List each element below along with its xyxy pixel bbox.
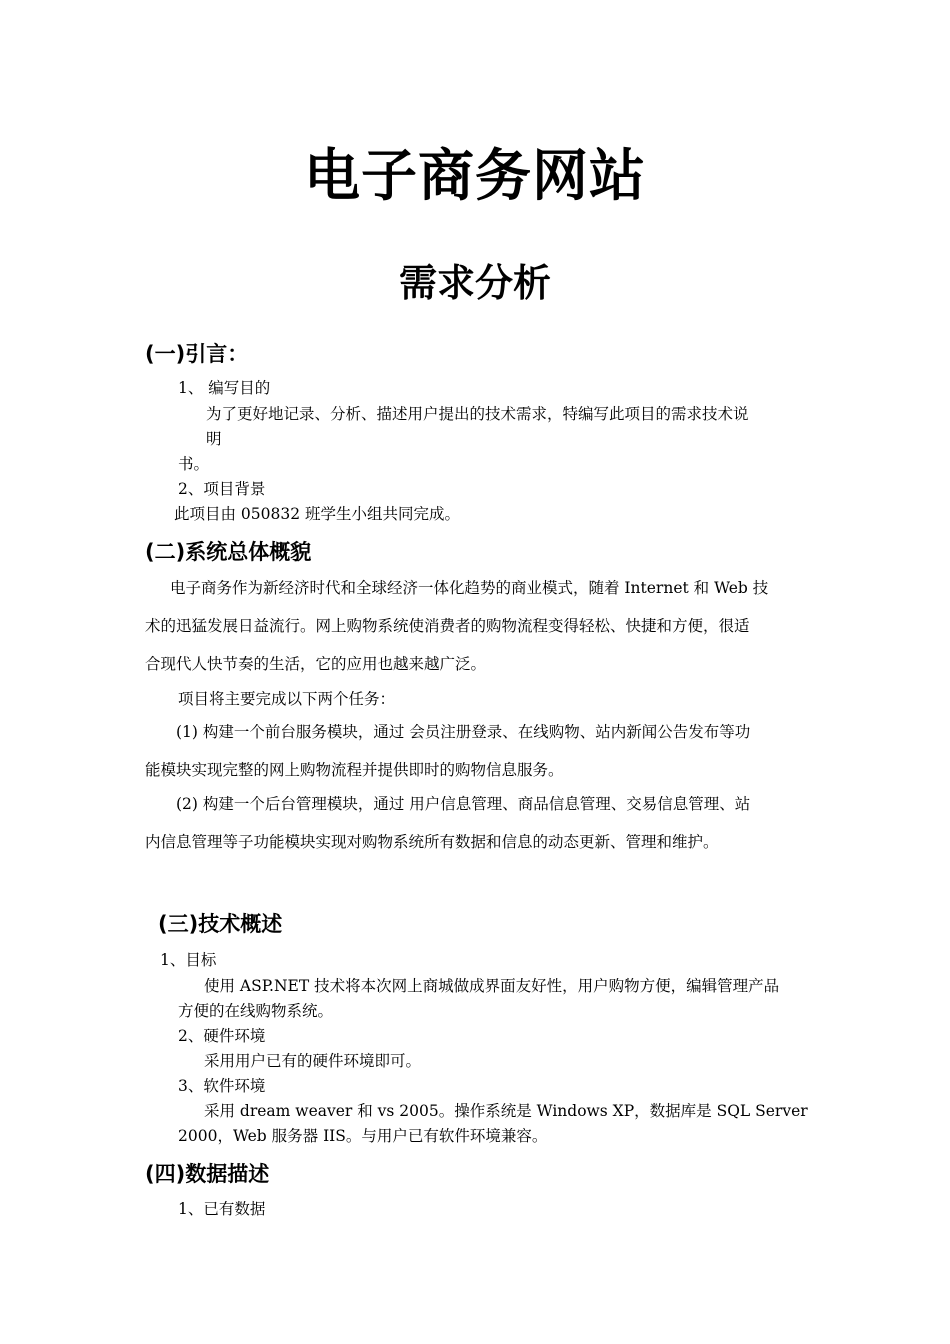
overview-para2: 项目将主要完成以下两个任务： (178, 690, 396, 708)
task1-line1: (1) 构建一个前台服务模块，通过 会员注册登录、在线购物、站内新闻公告发布等功 (176, 723, 751, 741)
purpose-text-line3: 书。 (178, 455, 210, 473)
overview-para1-line1: 电子商务作为新经济时代和全球经济一体化趋势的商业模式，随着 Internet 和 Web 技 (170, 579, 769, 597)
document-subtitle: 需求分析 (398, 260, 551, 305)
task1-line2: 能模块实现完整的网上购物流程并提供即时的购物信息服务。 (145, 761, 564, 779)
list-item-existing-data: 1、已有数据 (178, 1200, 266, 1218)
goal-text-line1: 使用 ASP.NET 技术将本次网上商城做成界面友好性，用户购物方便，编辑管理产品 (204, 977, 780, 995)
section-heading-technology: (三)技术概述 (158, 912, 283, 936)
task2-line2: 内信息管理等子功能模块实现对购物系统所有数据和信息的动态更新、管理和维护。 (145, 833, 719, 851)
list-item-software: 3、软件环境 (178, 1077, 266, 1095)
document-title: 电子商务网站 (304, 143, 646, 209)
goal-text-line2: 方便的在线购物系统。 (178, 1002, 334, 1020)
section-heading-data: (四)数据描述 (145, 1162, 270, 1186)
background-text: 此项目由 050832 班学生小组共同完成。 (174, 505, 461, 523)
software-text-line2: 2000，Web 服务器 IIS。与用户已有软件环境兼容。 (178, 1127, 548, 1145)
section-heading-overview: (二)系统总体概貌 (145, 540, 312, 564)
purpose-text-line2: 明 (206, 430, 222, 448)
section-heading-introduction: (一)引言： (145, 342, 249, 366)
list-item-background: 2、项目背景 (178, 480, 266, 498)
task2-line1: (2) 构建一个后台管理模块，通过 用户信息管理、商品信息管理、交易信息管理、站 (176, 795, 751, 813)
overview-para1-line2: 术的迅猛发展日益流行。网上购物系统使消费者的购物流程变得轻松、快捷和方便，很适 (145, 617, 750, 635)
list-item-purpose: 1、 编写目的 (178, 379, 271, 397)
hardware-text: 采用用户已有的硬件环境即可。 (204, 1052, 422, 1070)
purpose-text-line1: 为了更好地记录、分析、描述用户提出的技术需求，特编写此项目的需求技术说 (206, 405, 749, 423)
overview-para1-line3: 合现代人快节奏的生活，它的应用也越来越广泛。 (145, 655, 487, 673)
list-item-hardware: 2、硬件环境 (178, 1027, 266, 1045)
list-item-goal: 1、目标 (160, 951, 217, 969)
software-text-line1: 采用 dream weaver 和 vs 2005。操作系统是 Windows XP，数据库是 SQL Server (204, 1102, 808, 1120)
